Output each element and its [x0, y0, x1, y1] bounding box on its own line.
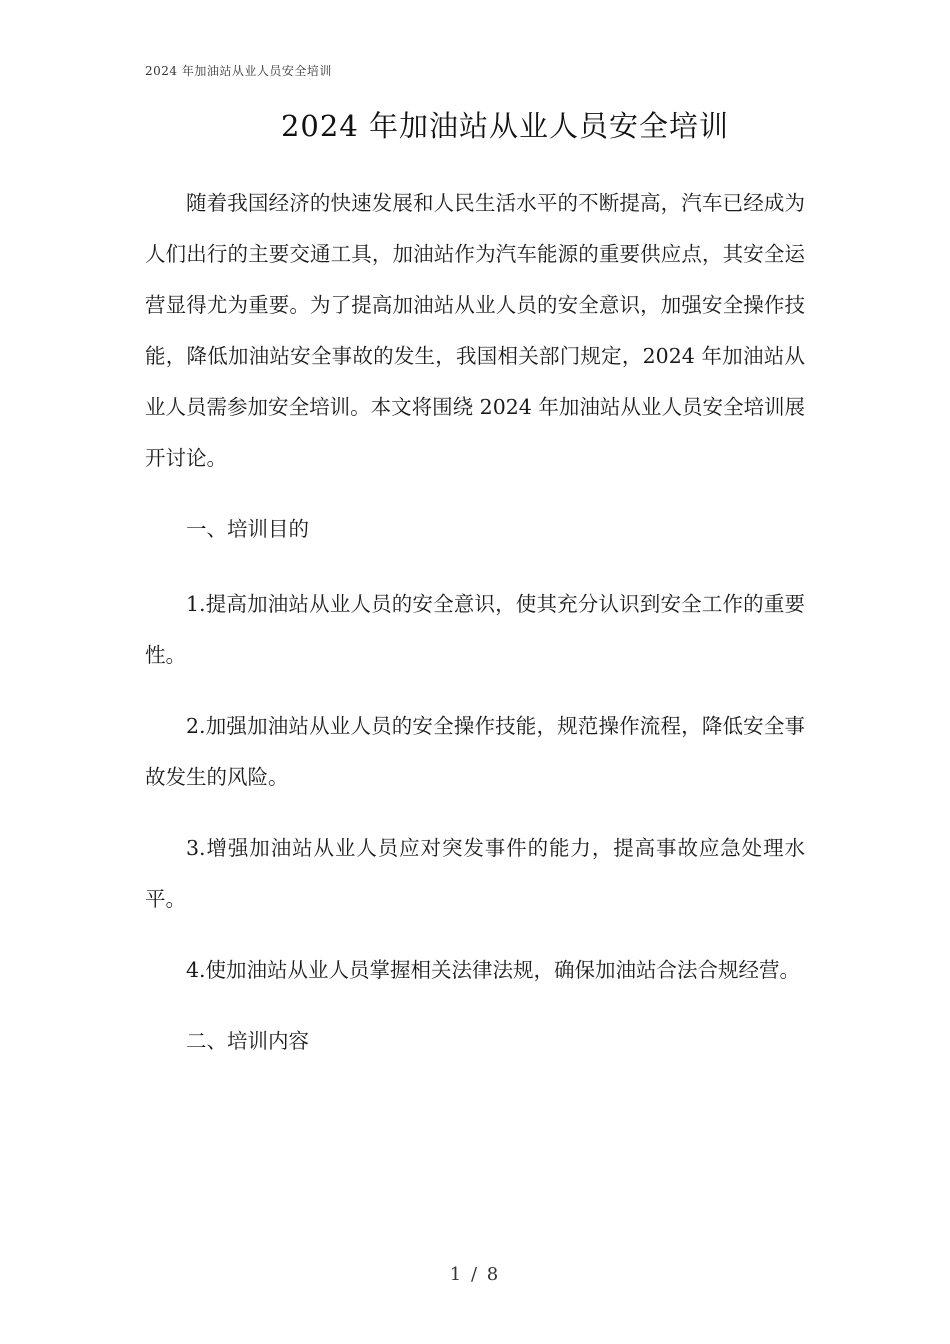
running-header: 2024 年加油站从业人员安全培训 — [145, 64, 332, 78]
section-heading-training-purpose: 一、培训目的 — [186, 517, 309, 541]
purpose-item-4: 4.使加油站从业人员掌握相关法律法规，确保加油站合法合规经营。 — [186, 958, 801, 982]
purpose-item-3: 3.增强加油站从业人员应对突发事件的能力，提高事故应急处理水平。 — [145, 836, 805, 911]
purpose-item-1: 1.提高加油站从业人员的安全意识，使其充分认识到安全工作的重要性。 — [145, 592, 805, 667]
page-number: 1 / 8 — [449, 1264, 501, 1285]
section-heading-training-content: 二、培训内容 — [186, 1029, 309, 1053]
document-title: 2024 年加油站从业人员安全培训 — [280, 109, 730, 143]
purpose-item-2: 2.加强加油站从业人员的安全操作技能，规范操作流程，降低安全事故发生的风险。 — [145, 714, 805, 789]
document-body — [145, 178, 805, 1091]
intro-paragraph: 随着我国经济的快速发展和人民生活水平的不断提高，汽车已经成为人们出行的主要交通工具，加油站作为汽车能源的重要供应点，其安全运营显得尤为重要。为了提高加油站从业人员的安全意识，加强安全操作技能，降低加油站安全事故的发生，我国相关部门规定，2024 年加油站从业人员需参加安全培训。本文将围绕 2024 年加油站从业人员安全培训展开讨论。 — [145, 191, 805, 470]
